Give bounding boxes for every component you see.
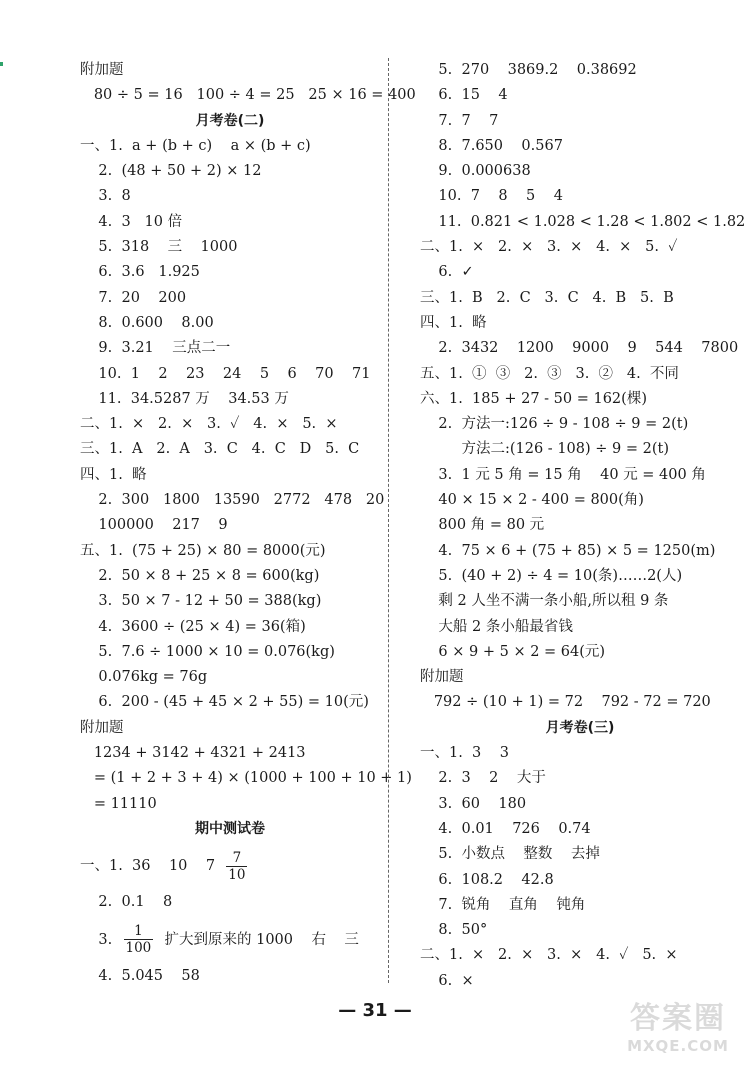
answer-line [80, 488, 385, 513]
answer-line [80, 766, 412, 791]
answer-line [80, 463, 380, 488]
page-number: — 31 — [338, 1000, 412, 1021]
answer-line [420, 513, 740, 538]
answer-text: 四、1. 略 [420, 314, 487, 331]
answer-text: 剩 2 人坐不满一条小船,所以租 9 条 [420, 593, 669, 610]
answer-line [80, 58, 380, 83]
answer-line [80, 235, 380, 260]
answer-text: 6. ✓ [420, 264, 474, 281]
section-heading [420, 716, 740, 741]
answer-line [80, 210, 380, 235]
answer-line [80, 741, 380, 766]
answer-line [420, 792, 740, 817]
fraction-denominator: 10 [228, 866, 246, 883]
answer-text: 附加题 [80, 719, 124, 736]
answer-line [420, 362, 740, 387]
answer-line [420, 412, 740, 437]
answer-text: 四、1. 略 [80, 466, 147, 483]
answer-text: 3. [80, 931, 113, 948]
answer-text: 5. (40 + 2) ÷ 4 = 10(条)……2(人) [420, 567, 683, 584]
answer-text: 10. 7 8 5 4 [420, 188, 563, 205]
answer-line [420, 817, 740, 842]
answer-text: 6 × 9 + 5 × 2 = 64(元) [420, 643, 606, 660]
answer-text: 月考卷(三) [545, 719, 615, 736]
answer-text: 2. 3432 1200 9000 9 544 7800 [420, 340, 739, 357]
answer-line [80, 842, 380, 890]
fraction-denominator: 100 [125, 940, 152, 956]
answer-text: 2. 0.1 8 [80, 894, 173, 911]
answer-text: 6. × [420, 972, 474, 989]
answer-line [420, 842, 740, 867]
fraction [124, 923, 154, 956]
answer-line [420, 766, 740, 791]
answer-text: 80 ÷ 5 = 16 100 ÷ 4 = 25 25 × 16 = 400 [80, 87, 416, 104]
answer-text: 二、1. × 2. × 3. × 4. × 5. ✓ [420, 239, 678, 256]
answer-text: 5. 7.6 ÷ 1000 × 10 = 0.076(kg) [80, 643, 335, 660]
answer-text: 4. 3600 ÷ (25 × 4) = 36(箱) [80, 618, 306, 635]
fraction-numerator: 1 [124, 923, 154, 940]
answer-line [420, 690, 740, 715]
answer-line [80, 589, 380, 614]
answer-text: 11. 0.821 < 1.028 < 1.28 < 1.802 < 1.82 [420, 213, 746, 230]
answer-text: 6. 3.6 1.925 [80, 264, 200, 281]
answer-text: 五、1. (75 + 25) × 80 = 8000(元) [80, 542, 326, 559]
answer-line [420, 918, 740, 943]
answer-text: 4. 75 × 6 + (75 + 85) × 5 = 1250(m) [420, 542, 716, 559]
answer-line [80, 615, 380, 640]
fraction [226, 850, 247, 883]
section-heading [80, 817, 380, 842]
answer-text: 5. 小数点 整数 去掉 [420, 846, 600, 863]
answer-text: 三、1. B 2. C 3. C 4. B 5. B [420, 289, 674, 306]
answer-text: 5. 318 三 1000 [80, 239, 238, 256]
answer-line [80, 184, 380, 209]
answer-line [80, 437, 380, 462]
answer-line [80, 159, 380, 184]
answer-text: 0.076kg = 76g [80, 669, 208, 686]
answer-text: 7. 7 7 [420, 112, 499, 129]
answer-text: 3. 8 [80, 188, 131, 205]
answer-line [80, 311, 380, 336]
answer-text: 期中测试卷 [195, 820, 265, 837]
answer-line [420, 159, 740, 184]
answer-text: 五、1. ① ③ 2. ③ 3. ② 4. 不同 [420, 365, 679, 382]
fraction-numerator: 7 [226, 850, 247, 867]
answer-line [420, 589, 740, 614]
answer-text: 4. 0.01 726 0.74 [420, 820, 591, 837]
answer-text: 二、1. × 2. × 3. ✓ 4. × 5. × [80, 416, 338, 433]
answer-text: 5. 270 3869.2 0.38692 [420, 62, 637, 78]
answer-line [80, 336, 380, 361]
answer-text: 8. 0.600 8.00 [80, 314, 214, 331]
right-answer-column [420, 58, 746, 994]
answer-text: 六、1. 185 + 27 - 50 = 162(棵) [420, 390, 647, 407]
answer-text: 6. 200 - (45 + 45 × 2 + 55) = 10(元) [80, 694, 369, 711]
answer-line [420, 893, 740, 918]
answer-text: 3. 50 × 7 - 12 + 50 = 388(kg) [80, 593, 322, 610]
answer-line [80, 387, 380, 412]
answer-text: 二、1. × 2. × 3. × 4. ✓ 5. × [420, 947, 678, 964]
answer-text: 100000 217 9 [80, 517, 228, 534]
left-answer-column [80, 58, 416, 989]
answer-text: 2. 300 1800 13590 2772 478 20 [80, 492, 385, 509]
answer-line [420, 665, 740, 690]
answer-line [80, 716, 380, 741]
answer-line [80, 286, 380, 311]
answer-line [80, 83, 416, 108]
answer-text: 2. 50 × 8 + 25 × 8 = 600(kg) [80, 567, 320, 584]
section-heading [80, 109, 380, 134]
watermark-logo [618, 993, 738, 1059]
answer-line [420, 564, 740, 589]
answer-line [80, 539, 380, 564]
answer-text: 月考卷(二) [195, 112, 265, 129]
answer-line [420, 640, 740, 665]
answer-text: 1234 + 3142 + 4321 + 2413 [80, 745, 306, 762]
answer-text: 三、1. A 2. A 3. C 4. C D 5. C [80, 441, 360, 458]
answer-line [420, 868, 740, 893]
answer-line [420, 615, 740, 640]
answer-text: 11. 34.5287 万 34.53 万 [80, 390, 289, 407]
answer-line [80, 665, 380, 690]
answer-line [420, 109, 740, 134]
answer-line [80, 792, 380, 817]
answer-text: 6. 108.2 42.8 [420, 871, 554, 888]
answer-line [420, 235, 740, 260]
green-mark [0, 62, 3, 66]
answer-text: 792 ÷ (10 + 1) = 72 792 - 72 = 720 [420, 694, 711, 711]
answer-text: 2. 3 2 大于 [420, 770, 546, 787]
answer-line [420, 260, 740, 285]
answer-line [420, 943, 740, 968]
watermark-url: MXQE.COM [627, 1037, 729, 1055]
answer-text: 一、1. 3 3 [420, 745, 509, 762]
answer-text: 8. 7.650 0.567 [420, 137, 563, 154]
answer-text: 6. 15 4 [420, 87, 508, 104]
answer-text: 7. 20 200 [80, 289, 187, 306]
watermark-text: 答案圈 [630, 1001, 726, 1036]
answer-text: 2. 方法一:126 ÷ 9 - 108 ÷ 9 = 2(t) [420, 416, 689, 433]
answer-line [80, 134, 380, 159]
answer-line [420, 286, 740, 311]
answer-line [80, 964, 380, 989]
answer-text: 8. 50° [420, 922, 488, 939]
answer-line [80, 513, 380, 538]
answer-line [420, 488, 740, 513]
answer-line [80, 890, 380, 915]
answer-line [420, 210, 746, 235]
answer-text: 9. 3.21 三点二一 [80, 340, 231, 357]
answer-line [420, 539, 740, 564]
answer-text: = (1 + 2 + 3 + 4) × (1000 + 100 + 10 + 1) [80, 770, 412, 787]
answer-text: 4. 5.045 58 [80, 967, 200, 984]
answer-line [80, 260, 380, 285]
answer-line [420, 311, 740, 336]
answer-line [420, 134, 740, 159]
answer-line [420, 184, 740, 209]
answer-line [420, 83, 740, 108]
answer-line [80, 916, 380, 964]
answer-text: 9. 0.000638 [420, 163, 531, 180]
answer-line [420, 437, 740, 462]
answer-text: 4. 3 10 倍 [80, 213, 183, 230]
answer-line [420, 336, 740, 361]
answer-text: 附加题 [80, 62, 124, 78]
answer-line [420, 741, 740, 766]
answer-text-after: 扩大到原来的 1000 右 三 [155, 931, 359, 948]
answer-text: 10. 1 2 23 24 5 6 70 71 [80, 365, 371, 382]
answer-line [80, 412, 380, 437]
answer-text: 3. 60 180 [420, 795, 527, 812]
answer-line [80, 690, 380, 715]
answer-text: 40 × 15 × 2 - 400 = 800(角) [420, 492, 644, 509]
answer-text: 一、1. 36 10 7 [80, 858, 216, 875]
answer-text: 方法二:(126 - 108) ÷ 9 = 2(t) [420, 441, 669, 458]
answer-text: 一、1. a + (b + c) a × (b + c) [80, 137, 311, 154]
answer-text: 大船 2 条小船最省钱 [420, 618, 573, 635]
answer-text: = 11110 [80, 795, 157, 812]
answer-text: 3. 1 元 5 角 = 15 角 40 元 = 400 角 [420, 466, 706, 483]
answer-text: 附加题 [420, 669, 464, 686]
answer-line [420, 463, 740, 488]
answer-text: 7. 锐角 直角 钝角 [420, 896, 586, 913]
answer-line [420, 387, 740, 412]
answer-line [420, 969, 740, 994]
answer-text: 800 角 = 80 元 [420, 517, 545, 534]
answer-line [420, 58, 740, 83]
column-divider [388, 58, 389, 983]
answer-line [80, 640, 380, 665]
answer-line [80, 564, 380, 589]
answer-text: 2. (48 + 50 + 2) × 12 [80, 163, 262, 180]
answer-line [80, 362, 380, 387]
